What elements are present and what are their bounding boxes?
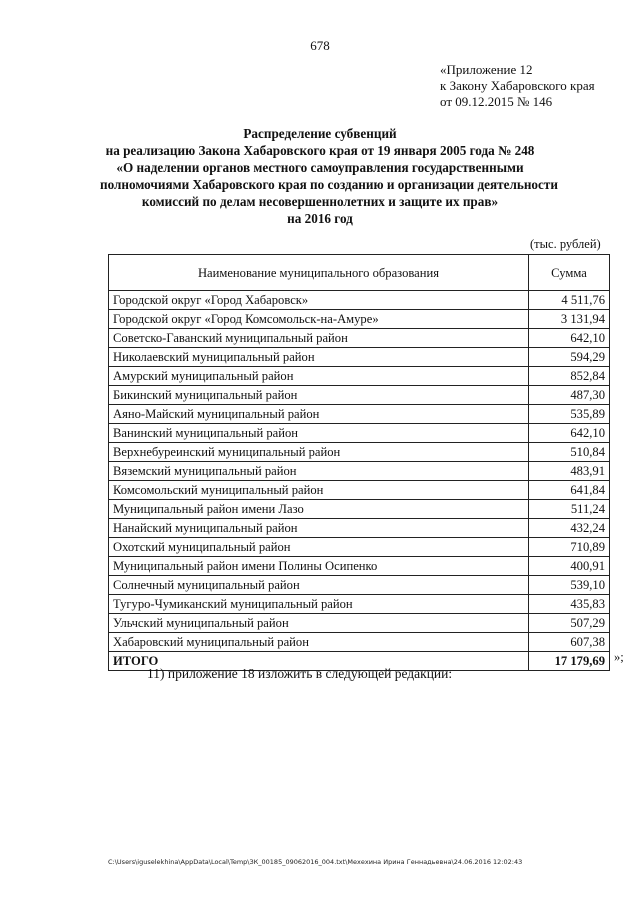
title-line: на 2016 год <box>287 211 353 226</box>
subsidy-amount: 510,84 <box>529 443 610 462</box>
total-sum: 17 179,69 <box>529 652 610 671</box>
municipality-name: Амурский муниципальный район <box>109 367 529 386</box>
municipality-name: Аяно-Майский муниципальный район <box>109 405 529 424</box>
table-row <box>109 462 610 481</box>
table-row <box>109 348 610 367</box>
municipality-name: Нанайский муниципальный район <box>109 519 529 538</box>
table-row <box>109 291 610 310</box>
header-name: Наименование муниципального образования <box>109 255 529 291</box>
subsidy-amount: 642,10 <box>529 329 610 348</box>
table-row <box>109 500 610 519</box>
municipality-name: Ванинский муниципальный район <box>109 424 529 443</box>
total-label: ИТОГО <box>109 652 529 671</box>
municipality-name: Хабаровский муниципальный район <box>109 633 529 652</box>
table-row <box>109 367 610 386</box>
subsidy-amount: 483,91 <box>529 462 610 481</box>
municipality-name: Тугуро-Чумиканский муниципальный район <box>109 595 529 614</box>
next-item-text: 11) приложение 18 изложить в следующей редакции: <box>147 666 453 681</box>
appendix-line: от 09.12.2015 № 146 <box>440 94 553 109</box>
table-row <box>109 595 610 614</box>
municipality-name: Николаевский муниципальный район <box>109 348 529 367</box>
municipality-name: Муниципальный район имени Лазо <box>109 500 529 519</box>
subsidy-amount: 435,83 <box>529 595 610 614</box>
subsidy-amount: 539,10 <box>529 576 610 595</box>
municipality-name: Городской округ «Город Хабаровск» <box>109 291 529 310</box>
table-row <box>109 538 610 557</box>
title-line: комиссий по делам несовершеннолетних и защите их прав» <box>141 194 499 209</box>
subsidy-amount: 594,29 <box>529 348 610 367</box>
subsidy-amount: 432,24 <box>529 519 610 538</box>
title-line: на реализацию Закона Хабаровского края от 19 января 2005 года № 248 <box>105 143 535 158</box>
subsidy-amount: 3 131,94 <box>529 310 610 329</box>
municipality-name: Солнечный муниципальный район <box>109 576 529 595</box>
appendix-line: к Закону Хабаровского края <box>440 78 595 93</box>
table-row <box>109 310 610 329</box>
table-row <box>109 633 610 652</box>
municipality-name: Городской округ «Город Комсомольск-на-Амуре» <box>109 310 529 329</box>
title-line: «О наделении органов местного самоуправления государственными <box>116 160 524 175</box>
subsidy-amount: 607,38 <box>529 633 610 652</box>
title-line: полномочиями Хабаровского края по созданию и организации деятельности <box>100 177 558 192</box>
municipality-name: Муниципальный район имени Полины Осипенко <box>109 557 529 576</box>
table-row <box>109 405 610 424</box>
municipality-name: Комсомольский муниципальный район <box>109 481 529 500</box>
table-row <box>109 576 610 595</box>
table-row <box>109 481 610 500</box>
table-row <box>109 329 610 348</box>
appendix-reference <box>440 62 595 110</box>
subsidy-amount: 511,24 <box>529 500 610 519</box>
appendix-line: «Приложение 12 <box>440 62 533 77</box>
footer-file-path: C:\Users\iguselekhina\AppData\Local\Temp\ЗК_00185_09062016_004.txt\Мехехина Ирина Геннадьевна\24.06.2016 12:02:43 <box>108 858 523 866</box>
municipality-name: Ульчский муниципальный район <box>109 614 529 633</box>
subsidy-amount: 852,84 <box>529 367 610 386</box>
table-row <box>109 443 610 462</box>
table-row <box>109 557 610 576</box>
page-number: 678 <box>310 38 330 53</box>
unit-label: (тыс. рублей) <box>530 237 601 251</box>
table-row <box>109 424 610 443</box>
subsidy-amount: 642,10 <box>529 424 610 443</box>
municipality-name: Советско-Гаванский муниципальный район <box>109 329 529 348</box>
subsidy-table <box>108 254 610 671</box>
closing-quote: »; <box>614 650 624 664</box>
municipality-name: Бикинский муниципальный район <box>109 386 529 405</box>
municipality-name: Охотский муниципальный район <box>109 538 529 557</box>
document-title <box>100 125 558 227</box>
header-sum: Сумма <box>529 255 610 291</box>
table-row <box>109 614 610 633</box>
subsidy-amount: 641,84 <box>529 481 610 500</box>
municipality-name: Верхнебуреинский муниципальный район <box>109 443 529 462</box>
title-line: Распределение субвенций <box>243 126 397 141</box>
subsidy-amount: 4 511,76 <box>529 291 610 310</box>
subsidy-amount: 535,89 <box>529 405 610 424</box>
table-row <box>109 519 610 538</box>
table-header-row <box>109 255 610 291</box>
municipality-name: Вяземский муниципальный район <box>109 462 529 481</box>
subsidy-amount: 400,91 <box>529 557 610 576</box>
subsidy-amount: 507,29 <box>529 614 610 633</box>
table-row <box>109 386 610 405</box>
subsidy-amount: 710,89 <box>529 538 610 557</box>
subsidy-amount: 487,30 <box>529 386 610 405</box>
